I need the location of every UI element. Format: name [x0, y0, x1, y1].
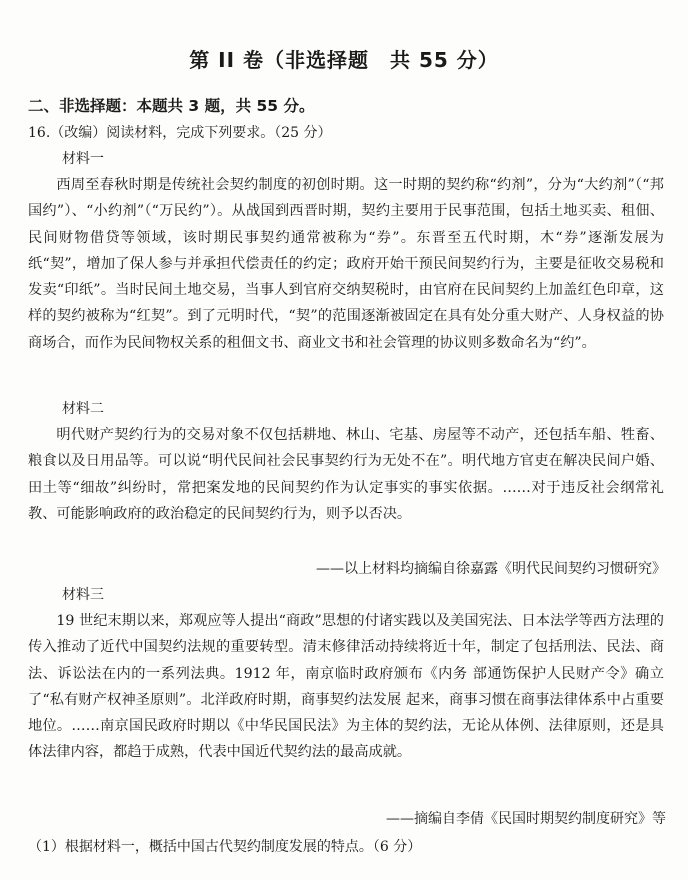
material-1-text: 西周至春秋时期是传统社会契约制度的初创时期。这一时期的契约称“约剂”，分为“大约剂”（“邦国约”）、“小约剂”（“万民约”）。从战国到西晋时期，契约主要用于民事范围，包括土地买卖、租佃、民间财物借贷等领域，该时期民事契约通常被称为“券”。东晋至五代时期，木“券”逐渐发展为纸“契”，增加了保人参与并承担代偿责任的约定；政府开始干预民间契约行为，主要是征收交易税和发卖“印纸”。当时民间土地交易，当事人到官府交纳契税时，由官府在民间契约上加盖红色印章，这样的契约被称为“红契”。到了元明时代，“契”的范围逐渐被固定在具有处分重大财产、人身权益的协商场合，而作为民间物权关系的租佃文书、商业文书和社会管理的协议则多数命名为“约”。	[28, 177, 664, 351]
sub-question-1: （1）根据材料一，概括中国古代契约制度发展的特点。（6 分）	[28, 839, 422, 855]
material-2-text: 明代财产契约行为的交易对象不仅包括耕地、林山、宅基、房屋等不动产，还包括车船、牲畜、粮食以及日用品等。可以说“明代民间社会民事契约行为无处不在”。明代地方官吏在解决民间户婚、田土等“细故”纠纷时，常把案发地的民间契约作为认定事实的事实依据。……对于违反社会纲常礼教、可能影响政府的政治稳定的民间契约行为，则予以否决。	[28, 427, 664, 522]
material-3-label: 材料三	[62, 587, 104, 603]
page-title: 第 II 卷（非选择题 共 55 分）	[189, 48, 499, 72]
question-16-header: 16.（改编）阅读材料，完成下列要求。（25 分）	[28, 125, 332, 141]
material-3-source: ——摘编自李倩《民国时期契约制度研究》等	[386, 811, 666, 827]
section-heading: 二、非选择题：本题共 3 题，共 55 分。	[28, 97, 315, 115]
material-2-label: 材料二	[62, 401, 104, 417]
material-3-text: 19 世纪末期以来，郑观应等人提出“商政”思想的付诸实践以及美国宪法、日本法学等西方法理的传入推动了近代中国契约法规的重要转型。清末修律活动持续将近十年，制定了包括刑法、民法、商法、诉讼法在内的一系列法典。1912 年，南京临时政府颁布《内务 部通饬保护人民财产令》确立了“私有财产权神圣原则”。北洋政府时期，商事契约法发展 起来，商事习惯在商事法律体系中占重要地位。……南京国民政府时期以《中华民国民法》为主体的契约法，无论从体例、法律原则，还是具体法律内容，都趋于成熟，代表中国近代契约法的最高成就。	[28, 613, 664, 761]
material-2-source: ——以上材料均摘编自徐嘉露《明代民间契约习惯研究》	[316, 561, 666, 577]
material-1-label: 材料一	[62, 151, 104, 167]
